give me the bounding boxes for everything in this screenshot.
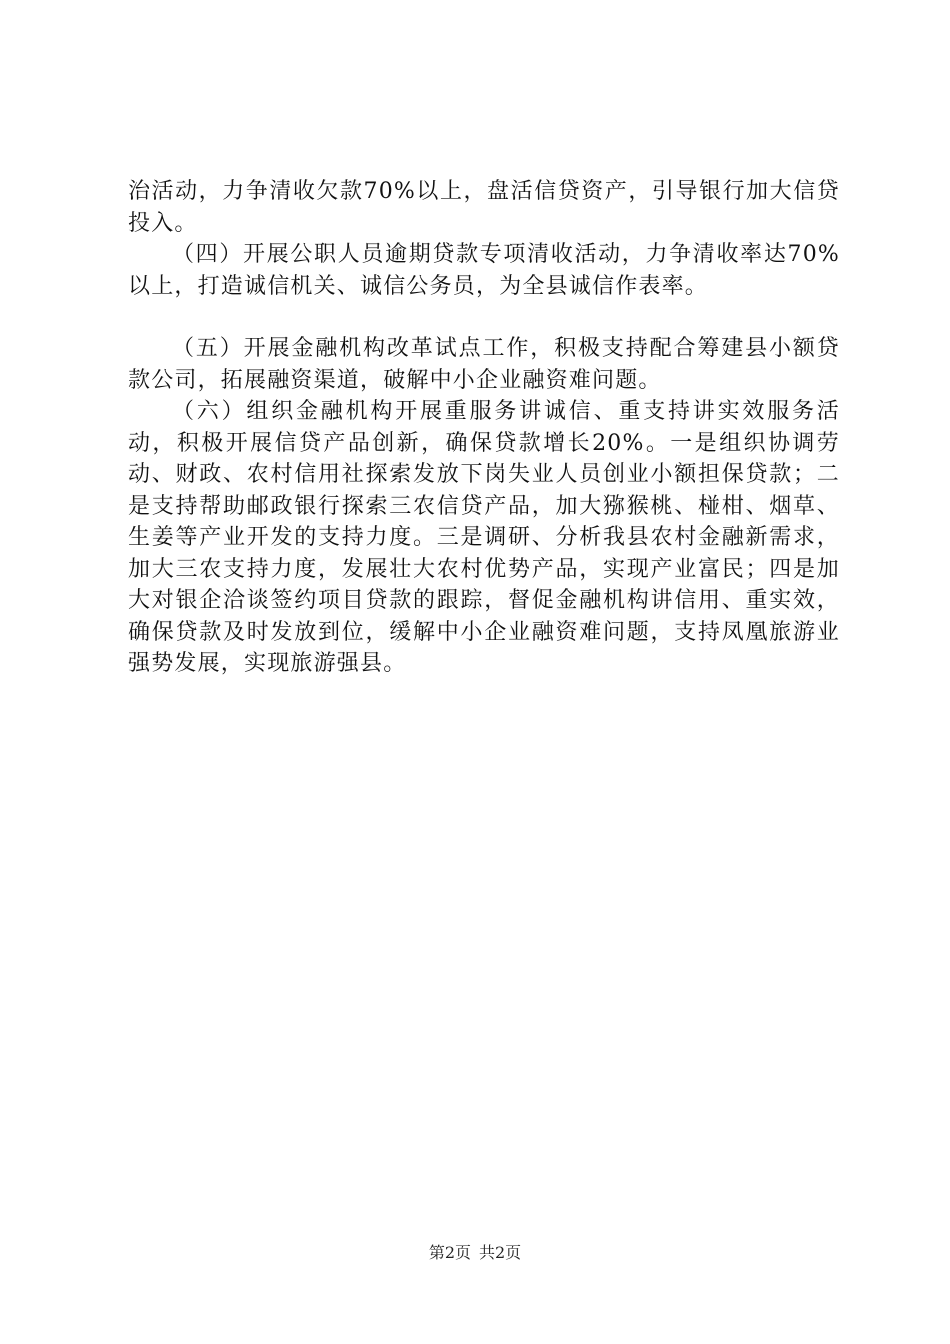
page-total: 共2页 [479, 1243, 522, 1262]
paragraph-item-4: （四）开展公职人员逾期贷款专项清收活动，力争清收率达70%以上，打造诚信机关、诚信公务员，为全县诚信作表率。 [128, 242, 840, 299]
paragraph-item-5: （五）开展金融机构改革试点工作，积极支持配合筹建县小额贷款公司，拓展融资渠道，破解中小企业融资难问题。 [128, 336, 840, 393]
page-number: 第2页 [428, 1243, 471, 1262]
document-body [128, 176, 840, 680]
page-footer [0, 1243, 950, 1263]
paragraph-continuation: 治活动，力争清收欠款70%以上，盘活信贷资产，引导银行加大信贷投入。 [128, 179, 840, 236]
paragraph-item-6: （六）组织金融机构开展重服务讲诚信、重支持讲实效服务活动，积极开展信贷产品创新，确保贷款增长20%。一是组织协调劳动、财政、农村信用社探索发放下岗失业人员创业小额担保贷款；二是支持帮助邮政银行探索三农信贷产品，加大猕猴桃、椪柑、烟草、生姜等产业开发的支持力度。三是调研、分析我县农村金融新需求，加大三农支持力度，发展壮大农村优势产品，实现产业富民；四是加大对银企洽谈签约项目贷款的跟踪，督促金融机构讲信用、重实效，确保贷款及时发放到位，缓解中小企业融资难问题，支持凤凰旅游业强势发展，实现旅游强县。 [128, 399, 840, 676]
